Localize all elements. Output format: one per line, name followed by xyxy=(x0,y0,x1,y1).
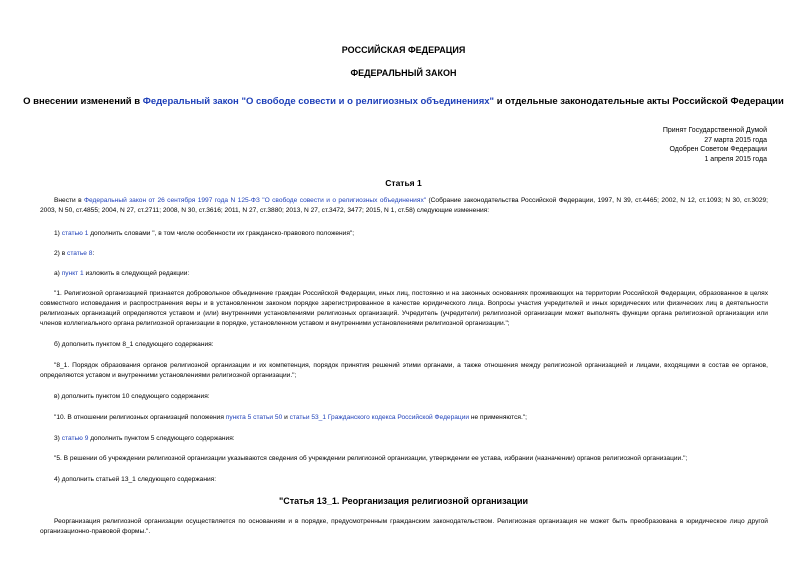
intro-paragraph xyxy=(40,196,768,216)
quote-1 xyxy=(40,289,768,329)
approved-council-date: 1 апреля 2015 года xyxy=(704,155,767,163)
quote-3-mid: и xyxy=(282,414,290,421)
quote-3 xyxy=(40,413,768,423)
item-1 xyxy=(40,229,768,239)
item-2c-text: в) дополнить пунктом 10 следующего содержания: xyxy=(54,393,210,400)
quote-4 xyxy=(40,454,768,464)
civil-code-art53-1-link[interactable]: статьи 53_1 Гражданского кодекса Российской Федерации xyxy=(289,414,470,421)
item-4-text: 4) дополнить статьей 13_1 следующего содержания: xyxy=(54,476,217,483)
quote-3-post: не применяются."; xyxy=(469,414,528,421)
quote-3-pre: "10. В отношении религиозных организаций положения xyxy=(54,414,226,421)
doc-type-heading: ФЕДЕРАЛЬНЫЙ ЗАКОН xyxy=(350,68,457,78)
article-9-link[interactable]: статью 9 xyxy=(61,435,89,442)
federal-law-link[interactable]: Федеральный закон от 26 сентября 1997 года N 125-ФЗ "О свободе совести и о религиозных объединениях" xyxy=(84,197,427,204)
item-3-pre: 3) xyxy=(54,435,62,442)
quote-2-text: "8_1. Порядок образования органов религиозной организации и их компетенция, порядок принятия решений этими органами, а также отношения между религиозной организацией и лицами, входящими в состав ее органов, определяются уставом и внутренними установлениями религиозной организации."; xyxy=(40,362,768,379)
item-2a-post: изложить в следующей редакции: xyxy=(83,270,190,277)
quote-1-text: "1. Религиозной организацией признается добровольное объединение граждан Российской Федерации, иных лиц, постоянно и на законных основаниях проживающих на территории Российской Федерации, образованное в целях совместного исповедания и распространения веры и в установленном законом порядке зарегистрированное в качестве юридического лица. Вопросы участия учредителей и иных юридических или физических лиц в деятельности религиозных организаций определяются уставом и (или) внутренними установлениями религиозных организаций. Учредитель (учредители) религиозной организации может выполнять функции органа религиозной организации или членов коллегиального органа религиозной организации в порядке, установленном уставом и внутренними установлениями религиозной организации."; xyxy=(40,290,768,327)
article-13-1-text xyxy=(40,517,768,537)
law-title xyxy=(0,96,807,107)
item-1-pre: 1) xyxy=(54,230,62,237)
article-13-1-heading: "Статья 13_1. Реорганизация религиозной организации xyxy=(278,496,529,506)
point-1-link[interactable]: пункт 1 xyxy=(61,270,84,277)
item-2a xyxy=(40,269,768,279)
item-2-pre: 2) в xyxy=(54,250,68,257)
article-13-1-body: Реорганизация религиозной организации осуществляется по основаниям и в порядке, предусмотренным гражданским законодательством. Религиозная организация не может быть преобразована в юридическое лицо другой организационно-правовой формы.". xyxy=(40,518,768,535)
article-1-heading: Статья 1 xyxy=(385,178,422,188)
approved-council: Одобрен Советом Федерации xyxy=(669,146,767,153)
item-3-post: дополнить пунктом 5 следующего содержания: xyxy=(88,435,235,442)
country-heading: РОССИЙСКАЯ ФЕДЕРАЦИЯ xyxy=(341,45,466,55)
quote-4-text: "5. В решении об учреждении религиозной организации указываются сведения об учреждении религиозной организации, утверждении ее устава, избрании (назначении) органов религиозной организации."; xyxy=(54,455,688,462)
adoption-info xyxy=(607,126,767,164)
title-pre: О внесении изменений в xyxy=(23,96,143,107)
civil-code-art50-link[interactable]: пункта 5 статьи 50 xyxy=(225,414,283,421)
item-2b xyxy=(40,340,768,350)
item-3 xyxy=(40,434,768,444)
law-title-link[interactable]: Федеральный закон "О свободе совести и о религиозных объединениях" xyxy=(142,96,495,107)
item-2c xyxy=(40,392,768,402)
item-2 xyxy=(40,249,768,259)
article-1-link[interactable]: статью 1 xyxy=(61,230,89,237)
article-8-link[interactable]: статье 8 xyxy=(67,250,93,257)
item-1-post: дополнить словами ", в том числе особенности их гражданско-правового положения"; xyxy=(88,230,355,237)
adopted-duma-date: 27 марта 2015 года xyxy=(704,136,767,144)
item-4 xyxy=(40,475,768,485)
quote-2 xyxy=(40,361,768,381)
intro-pre: Внести в xyxy=(54,197,85,204)
intro-post: (Собрание законодательства Российской Федерации, 1997, N 39, ст.4465; 2002, N 12, ст.1093; N 30, ст.3029; 2003, N 50, ст.4855; 2004, N 27, ст.2711; 2008, N 30, ст.3616; 2011, N 27, ст.3880; 2013, N 27, ст.3472, 3477; 2015, N 1, ст.58) следующие изменения: xyxy=(40,197,768,214)
item-2b-text: б) дополнить пунктом 8_1 следующего содержания: xyxy=(54,341,214,348)
item-2a-pre: а) xyxy=(54,270,62,277)
item-2-post: : xyxy=(92,250,95,257)
adopted-duma: Принят Государственной Думой xyxy=(662,127,767,134)
title-post: и отдельные законодательные акты Российской Федерации xyxy=(494,96,784,107)
